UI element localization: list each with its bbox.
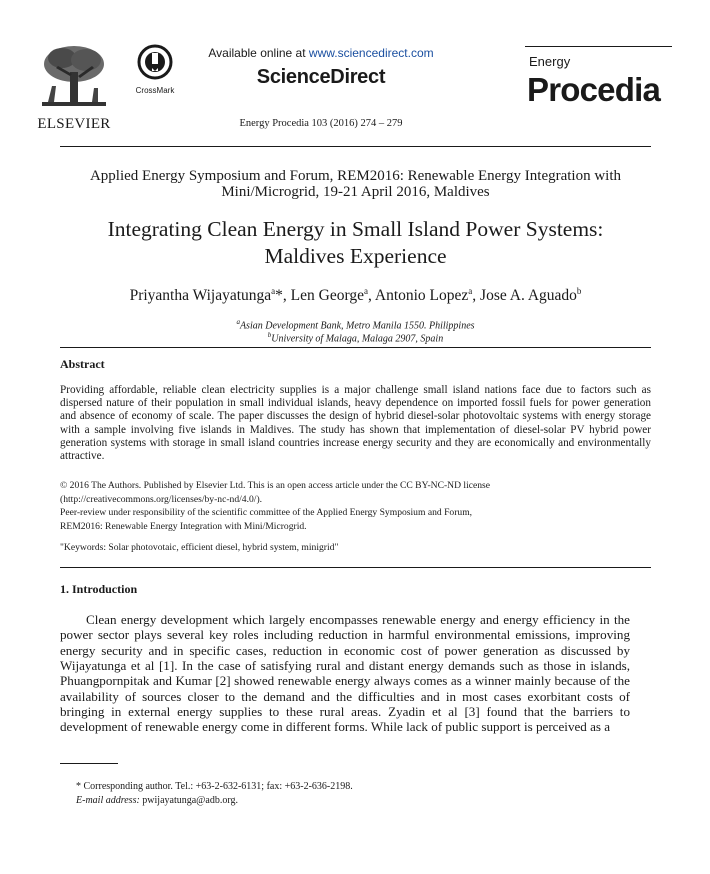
journal-reference: Energy Procedia 103 (2016) 274 – 279 <box>239 118 403 129</box>
footnote-email-line <box>76 794 636 808</box>
footnote-corresponding: * Corresponding author. Tel.: +63-2-632-6131; fax: +63-2-636-2198. <box>76 781 353 792</box>
section-heading-introduction: 1. Introduction <box>60 582 138 596</box>
title-line-1: Integrating Clean Energy in Small Island Power Systems: <box>107 217 604 241</box>
abstract-divider-bottom <box>60 567 651 568</box>
author-name: Antonio Lopez <box>374 287 469 305</box>
license-link[interactable]: (http://creativecommons.org/licenses/by-nc-nd/4.0/). <box>60 493 263 505</box>
author-affil-sup: a <box>363 286 368 296</box>
intro-paragraph: Clean energy development which largely encompasses renewable energy and energy efficiency in the power sector plays several key roles including reduction in harmful environmental emissions, improving energy security and in specific cases, reduction in economic cost of power generation as discussed by Wijayatunga et al [1]. In the case of satisfying rural and distant energy demands such as those in islands, Phuangpornpitak and Kumar [2] showed renewable energy always comes as a winner mainly because of the availability of sources closer to the demand and the difficulties and in most cases exorbitant costs of bringing in external energy supplies to these rural areas. Zyadin et al [3] found that the barriers to development of renewable energy come in different forms. While lack of public support is perceived as a <box>60 612 630 735</box>
publisher-name: ELSEVIER <box>37 116 111 132</box>
footnote-divider <box>60 763 118 764</box>
keywords: "Keywords: Solar photovotaic, efficient diesel, hybrid system, minigrid" <box>60 542 339 553</box>
author-mark: * <box>275 287 283 305</box>
abstract-text: Providing affordable, reliable clean electricity supplies is a major challenge small island nations face due to factors such as dispersed nature of their population in small individual islands, heavy dependence on imported fossil fuels for power generation and absence of economy of scale. The paper discusses the design of hybrid diesel-solar photovoltaic systems with energy storage with a sample involving five islands in Maldives. The study has shown that implementation of diesel-solar PV hybrid power generation systems with storage in small island countries increase energy security and they are economically and environmentally attractive. <box>60 384 651 463</box>
journal-logo-small: Energy <box>529 54 571 69</box>
paper-title <box>60 216 651 270</box>
elsevier-tree-logo <box>34 42 112 114</box>
author-name: Jose A. Aguado <box>480 287 577 305</box>
peer-review-notice: Peer-review under responsibility of the scientific committee of the Applied Energy Symposium and Forum, REM2016: Renewable Energy Integration with Mini/Microgrid. <box>60 507 473 532</box>
author-name: Priyantha Wijayatunga <box>129 287 272 305</box>
title-line-2: Maldives Experience <box>264 244 447 268</box>
email-address[interactable]: pwijayatunga@adb.org. <box>139 795 238 806</box>
available-online <box>196 46 446 60</box>
crossmark-label: CrossMark <box>135 86 175 95</box>
author-affil-sup: a <box>271 286 276 296</box>
conference-name: Applied Energy Symposium and Forum, REM2016: Renewable Energy Integration with Mini/Microgrid, 19-21 April 2016, Maldives <box>89 168 622 200</box>
abstract-divider-top <box>60 347 651 348</box>
author-affil-sup: b <box>576 286 582 296</box>
author-name: Len George <box>290 287 364 305</box>
sciencedirect-link[interactable]: www.sciencedirect.com <box>308 46 434 60</box>
affiliation-b: $^b$University of Malaga, Malaga 2907, Spain <box>267 331 444 345</box>
journal-logo <box>525 46 672 107</box>
sciencedirect-logo: ScienceDirect <box>256 66 386 88</box>
affiliation-a: $^a$Asian Development Bank, Metro Manila 1550. Philippines <box>236 318 475 332</box>
email-label: E-mail address: <box>76 795 140 806</box>
crossmark-icon <box>137 44 173 80</box>
journal-logo-big: Procedia <box>527 71 660 108</box>
footnote <box>76 780 636 808</box>
copyright-notice: © 2016 The Authors. Published by Elsevier Ltd. This is an open access article under the CC BY-NC-ND license (http://creativecommons.org/licenses/by-nc-nd/4.0/). <box>60 479 651 506</box>
author-list: Priyantha Wijayatunga$^a$*, Len George$^a$, Antonio Lopez$^a$, Jose A. Aguado$^b$ <box>129 286 582 305</box>
abstract-heading: Abstract <box>60 357 105 371</box>
author-affil-sup: a <box>468 286 473 296</box>
available-online-text: Available online at <box>208 46 309 60</box>
header-divider <box>60 146 651 147</box>
crossmark-badge[interactable] <box>131 44 179 95</box>
